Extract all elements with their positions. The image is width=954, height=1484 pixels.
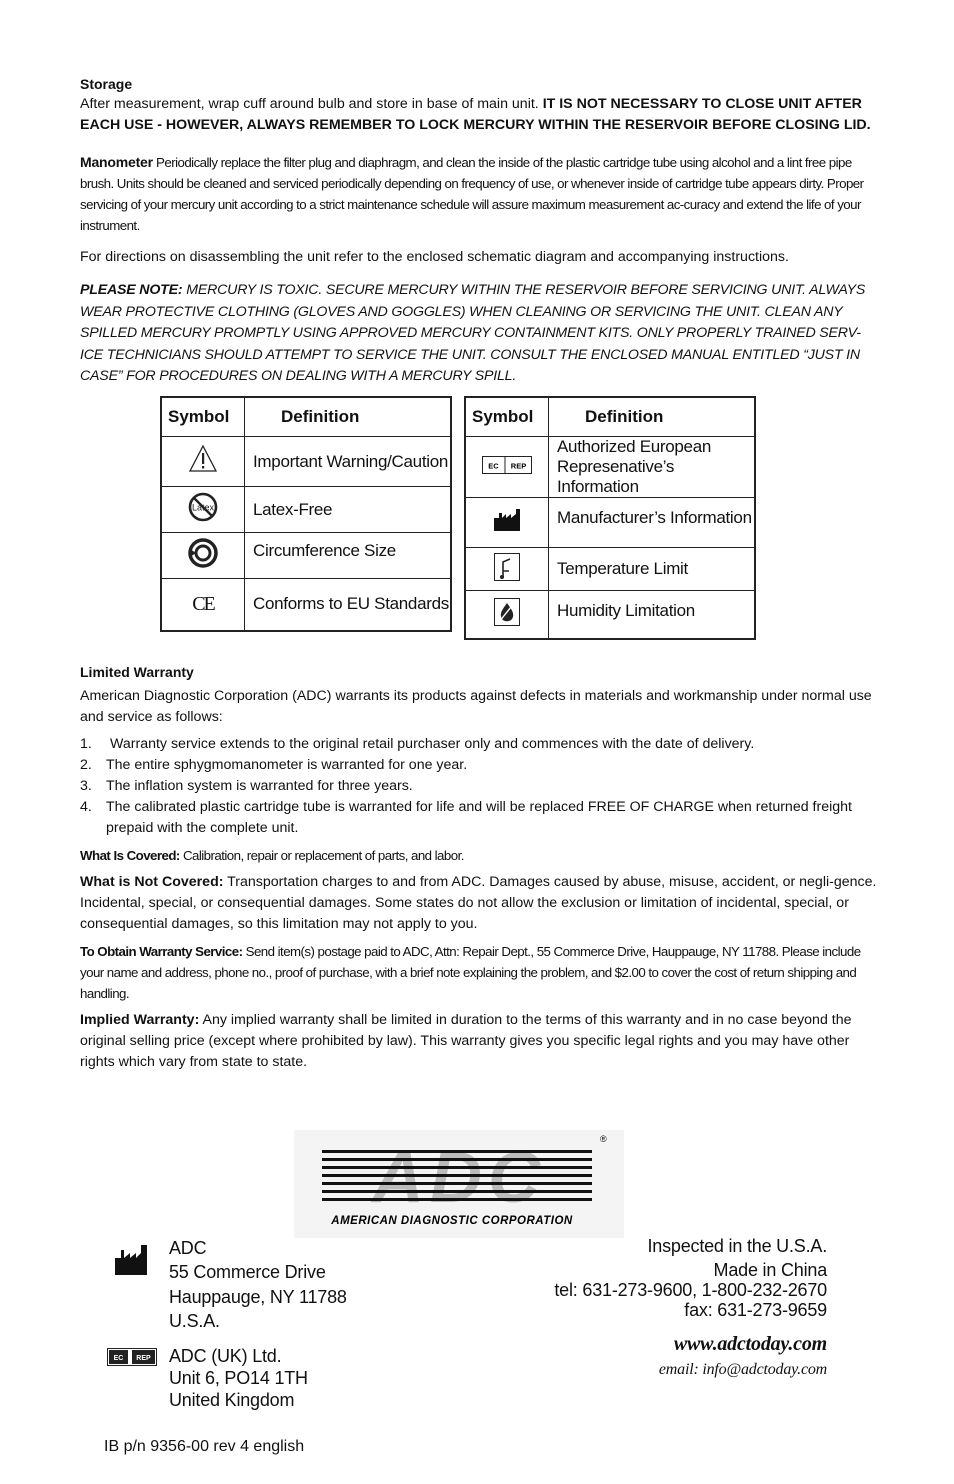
- symbol-table-left: [160, 396, 452, 632]
- storage-heading: Storage: [80, 76, 133, 92]
- table-row: [465, 437, 755, 498]
- humidity-limit-icon: [465, 591, 549, 639]
- address-line: Hauppauge, NY 11788: [169, 1287, 347, 1307]
- table-row: [161, 487, 451, 533]
- svg-text:ADC: ADC: [372, 1138, 546, 1218]
- latex-free-icon: [161, 487, 245, 533]
- definition-circumference: Circumference Size: [245, 533, 452, 579]
- storage-section: [80, 76, 880, 136]
- list-item: 2. The entire sphygmomanometer is warranted for one year.: [80, 757, 468, 773]
- definition-temperature: Temperature Limit: [549, 548, 756, 591]
- storage-text-caps: IT IS NOT NECESSARY TO CLOSE UNIT AFTER EACH USE - HOWEVER, ALWAYS REMEMBER TO LOCK MERCURY WITHIN THE RESERVOIR BEFORE CLOSING LID.: [80, 96, 871, 133]
- table-row: [161, 437, 451, 487]
- definition-humidity: Humidity Limitation: [549, 591, 756, 639]
- website-link[interactable]: www.adctoday.com: [673, 1333, 827, 1355]
- temperature-limit-icon: [465, 548, 549, 591]
- manufacturer-address: [169, 1236, 347, 1333]
- manufacturer-icon: [114, 1244, 148, 1281]
- table-row: [465, 498, 755, 548]
- circumference-icon: [161, 533, 245, 579]
- please-note-label: PLEASE NOTE:: [80, 282, 183, 298]
- address-line: ADC (UK) Ltd.: [169, 1346, 282, 1366]
- directions-text: For directions on disassembling the unit refer to the enclosed schematic diagram and accompanying instructions.: [80, 249, 789, 265]
- address-line: Unit 6, PO14 1TH: [169, 1368, 308, 1388]
- address-line: 55 Commerce Drive: [169, 1262, 326, 1282]
- warranty-section: [80, 664, 880, 1073]
- warranty-implied: Implied Warranty: Any implied warranty shall be limited in duration to the terms of this warranty and in no case beyond the original selling price (except where prohibited by law). This warranty gives you specific legal rights and you may have other rights which vary from state to state.: [80, 1012, 852, 1070]
- manometer-text: [80, 152, 880, 236]
- definition-ec-rep-line1: Authorized European: [557, 437, 712, 456]
- warranty-intro: American Diagnostic Corporation (ADC) warrants its products against defects in materials and workmanship under normal use and service as follows:: [80, 688, 872, 725]
- storage-text: [80, 94, 880, 136]
- definition-ec-rep-line2: Represenative’s Information: [557, 457, 675, 496]
- manometer-label: Manometer: [80, 154, 153, 170]
- definition-latex: Latex-Free: [245, 487, 452, 533]
- manometer-body: Periodically replace the filter plug and diaphragm, and clean the inside of the plastic cartridge tube using alcohol and a lint free pipe brush. Units should be cleaned and serviced periodically depending on frequency of use, or whenever inside of cartridge tube appears dirty. Proper servicing of your mercury unit according to a strict maintenance schedule will assure maximum measurement ac-curacy and extend the life of your instrument.: [80, 155, 864, 233]
- svg-text:REP: REP: [136, 1355, 151, 1362]
- tel-text: tel: 631-273-9600, 1-800-232-2670: [554, 1280, 827, 1300]
- list-item: 1. Warranty service extends to the original retail purchaser only and commences with the date of delivery.: [80, 736, 755, 752]
- manufacturer-icon: [465, 498, 549, 548]
- made-text: Made in China: [713, 1260, 827, 1280]
- svg-text:EC: EC: [113, 1355, 124, 1362]
- ec-rep-address: [169, 1345, 308, 1411]
- svg-text:Latex: Latex: [191, 502, 215, 513]
- warranty-obtain-service: To Obtain Warranty Service: Send item(s) postage paid to ADC, Attn: Repair Dept., 55 Commerce Drive, Hauppauge, NY 11788. Please include your name and address, phone no., proof of purchase, with a brief note explaining the problem, and $2.00 to cover the cost of return shipping and handling.: [80, 944, 861, 1001]
- warranty-not-covered: What is Not Covered: Transportation charges to and from ADC. Damages caused by abuse, misuse, accident, or negli-gence. Incidental, special, or consequential damages. Some states do not allow the exclusion or limitation of incidental, special, or consequential damages, so this limitation may not apply to you.: [80, 874, 877, 932]
- list-item: 4. The calibrated plastic cartridge tube is warranted for life and will be replaced FREE OF CHARGE when returned freight prepaid with the complete unit.: [80, 799, 852, 836]
- col-symbol-header: Symbol: [465, 397, 549, 437]
- table-row: [161, 533, 451, 579]
- adc-logo-graphic: [294, 1130, 624, 1238]
- please-note-text: [80, 280, 880, 388]
- ce-mark-icon: CE: [161, 579, 245, 631]
- table-row: [465, 591, 755, 639]
- email-link[interactable]: email: info@adctoday.com: [658, 1361, 827, 1378]
- svg-text:®: ®: [600, 1134, 607, 1144]
- list-item: 3. The inflation system is warranted for three years.: [80, 778, 413, 794]
- please-note-section: [80, 280, 880, 388]
- warranty-covered: What Is Covered: Calibration, repair or replacement of parts, and labor.: [80, 848, 464, 863]
- warranty-heading: Limited Warranty: [80, 664, 194, 680]
- ec-rep-icon: [107, 1348, 157, 1371]
- footer-part-number: IB p/n 9356-00 rev 4 english: [104, 1438, 305, 1455]
- col-definition-header: Definition: [549, 397, 756, 437]
- symbol-table-right: [464, 396, 756, 640]
- svg-text:REP: REP: [510, 461, 527, 470]
- address-line: ADC: [169, 1238, 207, 1258]
- table-row: [465, 548, 755, 591]
- please-note-body: MERCURY IS TOXIC. SECURE MERCURY WITHIN THE RESERVOIR BEFORE SERVICING UNIT. ALWAYS WEAR PROTECTIVE CLOTHING (GLOVES AND GOGGLES) WHEN CLEANING OR SERVICING THE UNIT. CLEAN ANY SPILLED MERCURY PROMPTLY USING APPROVED MERCURY CONTAINMENT KITS. ONLY PROPERLY TRAINED SERV-ICE TECHNICIANS SHOULD ATTEMPT TO SERVICE THE UNIT. CONSULT THE ENCLOSED MANUAL ENTITLED “JUST IN CASE” FOR PROCEDURES ON DEALING WITH A MERCURY SPILL.: [80, 282, 866, 384]
- svg-text:EC: EC: [488, 461, 499, 470]
- warning-triangle-icon: [161, 437, 245, 487]
- directions-section: [80, 247, 880, 268]
- definition-ec-rep: [549, 437, 756, 498]
- col-definition-header: Definition: [245, 397, 452, 437]
- manometer-section: [80, 152, 880, 236]
- storage-text-normal: After measurement, wrap cuff around bulb and store in base of main unit.: [80, 96, 539, 112]
- col-symbol-header: Symbol: [161, 397, 245, 437]
- ec-rep-icon: [465, 437, 549, 498]
- definition-manufacturer: Manufacturer’s Information: [549, 498, 756, 548]
- svg-text:AMERICAN DIAGNOSTIC CORPORATIO: AMERICAN DIAGNOSTIC CORPORATION: [331, 1215, 573, 1227]
- table-row: [161, 579, 451, 631]
- warranty-list: [80, 734, 880, 839]
- contact-block: [554, 1236, 827, 1380]
- fax-text: fax: 631-273-9659: [684, 1300, 827, 1320]
- inspected-text: Inspected in the U.S.A.: [647, 1236, 827, 1256]
- address-line: United Kingdom: [169, 1390, 295, 1410]
- definition-warning: Important Warning/Caution: [245, 437, 452, 487]
- definition-ce: Conforms to EU Standards: [245, 579, 452, 631]
- adc-logo: [294, 1130, 624, 1238]
- address-line: U.S.A.: [169, 1311, 220, 1331]
